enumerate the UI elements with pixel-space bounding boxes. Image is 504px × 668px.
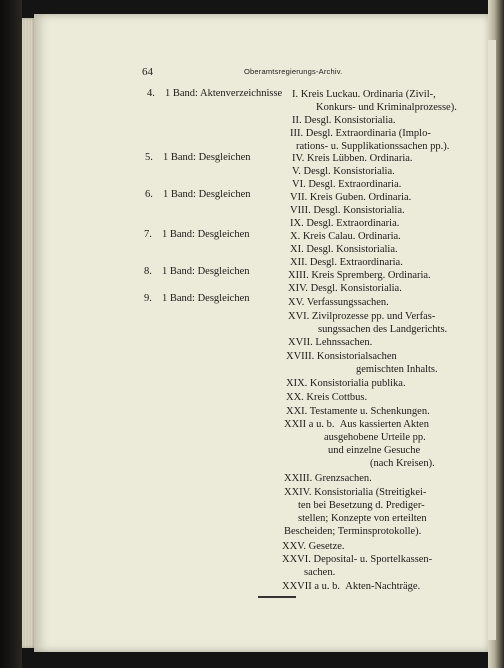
list-item: XXIV. Konsistorialia (Streitigkei- ten bei Besetzung d. Prediger- stellen; Konzepte von erteilten Bescheiden; Terminsprotokolle).	[284, 487, 427, 537]
list-item: XVI. Zivilprozesse pp. und Verfas- sungssachen des Landgerichts.	[288, 311, 448, 335]
list-item: XXII a u. b. Aus kassierten Akten ausgehobene Urteile pp. und einzelne Gesuche (nach Kreisen).	[284, 419, 435, 469]
list-item: IX. Desgl. Extraordinaria.	[290, 218, 400, 229]
list-item: III. Desgl. Extraordinaria (Implo- rations- u. Supplikationssachen pp.).	[290, 128, 450, 152]
list-item: VI. Desgl. Extraordinaria.	[292, 179, 402, 190]
list-item: X. Kreis Calau. Ordinaria.	[290, 231, 401, 242]
list-item: XIX. Konsistorialia publika.	[286, 378, 406, 389]
list-item: XX. Kreis Cottbus.	[286, 392, 368, 403]
list-item: XV. Verfassungssachen.	[288, 297, 389, 308]
list-item: XII. Desgl. Extraordinaria.	[290, 257, 403, 268]
list-item: XI. Desgl. Konsistorialia.	[290, 244, 398, 255]
list-item: XXV. Gesetze.	[282, 541, 345, 552]
list-item: VII. Kreis Guben. Ordinaria.	[290, 192, 412, 203]
list-item: IV. Kreis Lübben. Ordinaria.	[292, 153, 413, 164]
list-item: XXVII a u. b. Akten-Nachträge.	[282, 581, 421, 592]
list-item: XIII. Kreis Spremberg. Ordinaria.	[288, 270, 431, 281]
end-rule	[258, 596, 296, 598]
list-item: I. Kreis Luckau. Ordinaria (Zivil-, Konkurs- und Kriminalprozesse).	[292, 89, 457, 113]
list-item: V. Desgl. Konsistorialia.	[292, 166, 395, 177]
book-spine	[0, 0, 22, 668]
facing-page-edge	[488, 0, 504, 668]
list-item: XIV. Desgl. Konsistorialia.	[288, 283, 402, 294]
list-item: XXVI. Deposital- u. Sportelkassen- sachen.	[282, 554, 433, 578]
page-number: 64	[142, 66, 153, 78]
running-head: Oberamtsregierungs-Archiv.	[244, 67, 343, 76]
list-item: XXI. Testamente u. Schenkungen.	[286, 406, 430, 417]
list-item: II. Desgl. Konsistorialia.	[292, 115, 396, 126]
list-item: XXIII. Grenzsachen.	[284, 473, 372, 484]
list-item: VIII. Desgl. Konsistorialia.	[290, 205, 405, 216]
list-item: XVIII. Konsistorialsachen gemischten Inhalts.	[286, 351, 438, 375]
page-header	[142, 66, 452, 82]
list-item: XVII. Lehnssachen.	[288, 337, 373, 348]
